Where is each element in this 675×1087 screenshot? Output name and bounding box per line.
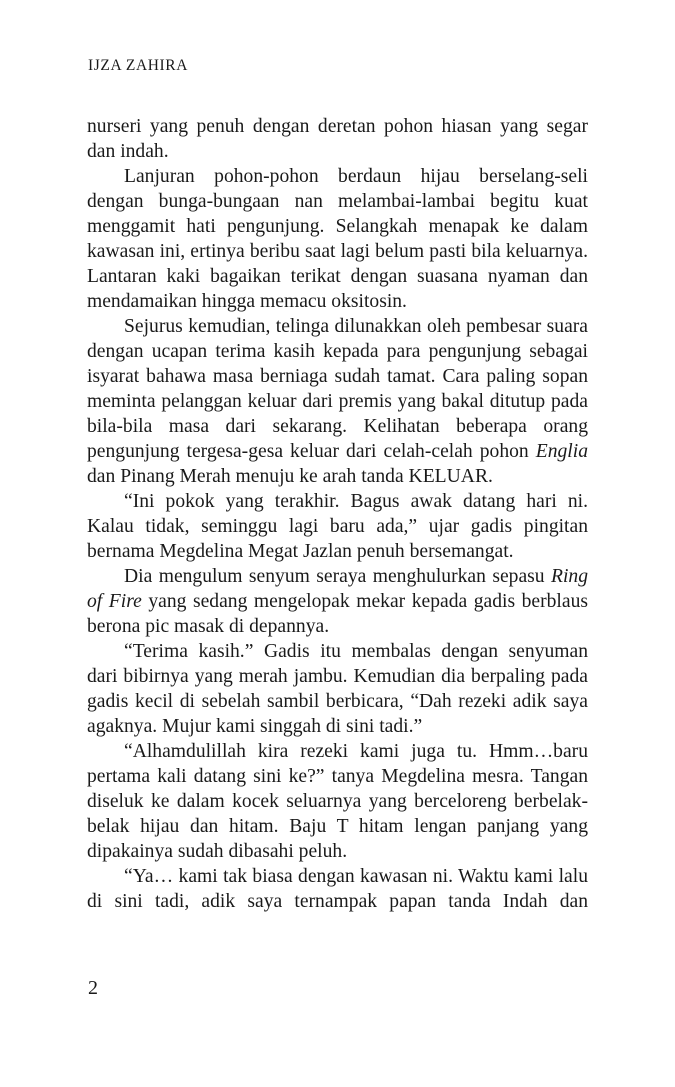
paragraph	[87, 864, 588, 914]
text-segment: “Terima kasih.” Gadis itu membalas dengan senyuman dari bibirnya yang merah jambu. Kemudian dia berpaling pada gadis kecil di sebelah sambil berbicara, “Dah rezeki adik saya agaknya. Mujur kami singgah di sini tadi.”	[87, 641, 588, 737]
body-text	[87, 114, 588, 914]
text-segment: Dia mengulum senyum seraya menghulurkan sepasu	[124, 566, 551, 587]
paragraph	[87, 489, 588, 564]
text-segment: “Ya… kami tak biasa dengan kawasan ni. Waktu kami lalu di sini tadi, adik saya ternampak papan tanda Indah dan	[87, 866, 588, 912]
paragraph	[87, 314, 588, 489]
paragraph	[87, 564, 588, 639]
italic-term: Ring of Fire	[87, 566, 588, 612]
text-segment: nurseri yang penuh dengan deretan pohon hiasan yang segar dan indah.	[87, 116, 588, 162]
paragraph	[87, 164, 588, 314]
page-number: 2	[88, 977, 98, 999]
paragraph	[87, 739, 588, 864]
text-segment: Sejurus kemudian, telinga dilunakkan oleh pembesar suara dengan ucapan terima kasih kepada para pengunjung sebagai isyarat bahawa masa berniaga sudah tamat. Cara paling sopan meminta pelanggan keluar dari premis yang bakal ditutup pada bila-bila masa dari sekarang. Kelihatan beberapa orang pengunjung tergesa-gesa keluar dari celah-celah pohon	[87, 316, 588, 462]
running-head-author: IJZA ZAHIRA	[88, 57, 189, 74]
text-segment: “Ini pokok yang terakhir. Bagus awak datang hari ni. Kalau tidak, seminggu lagi baru ada,” ujar gadis pingitan bernama Megdelina Megat Jazlan penuh bersemangat.	[87, 491, 588, 562]
text-segment: “Alhamdulillah kira rezeki kami juga tu. Hmm…baru pertama kali datang sini ke?” tanya Megdelina mesra. Tangan diseluk ke dalam kocek seluarnya yang berceloreng berbelak-belak hijau dan hitam. Baju T hitam lengan panjang yang dipakainya sudah dibasahi peluh.	[87, 741, 588, 862]
paragraph	[87, 114, 588, 164]
text-segment: yang sedang mengelopak mekar kepada gadis berblaus berona pic masak di depannya.	[87, 591, 588, 637]
text-segment: Lanjuran pohon-pohon berdaun hijau berselang-seli dengan bunga-bungaan nan melambai-lambai begitu kuat menggamit hati pengunjung. Selangkah menapak ke dalam kawasan ini, ertinya beribu saat lagi belum pasti bila keluarnya. Lantaran kaki bagaikan terikat dengan suasana nyaman dan mendamaikan hingga memacu oksitosin.	[87, 166, 588, 312]
italic-term: Englia	[535, 441, 588, 462]
text-segment: dan Pinang Merah menuju ke arah tanda KELUAR.	[87, 466, 493, 487]
paragraph	[87, 639, 588, 739]
